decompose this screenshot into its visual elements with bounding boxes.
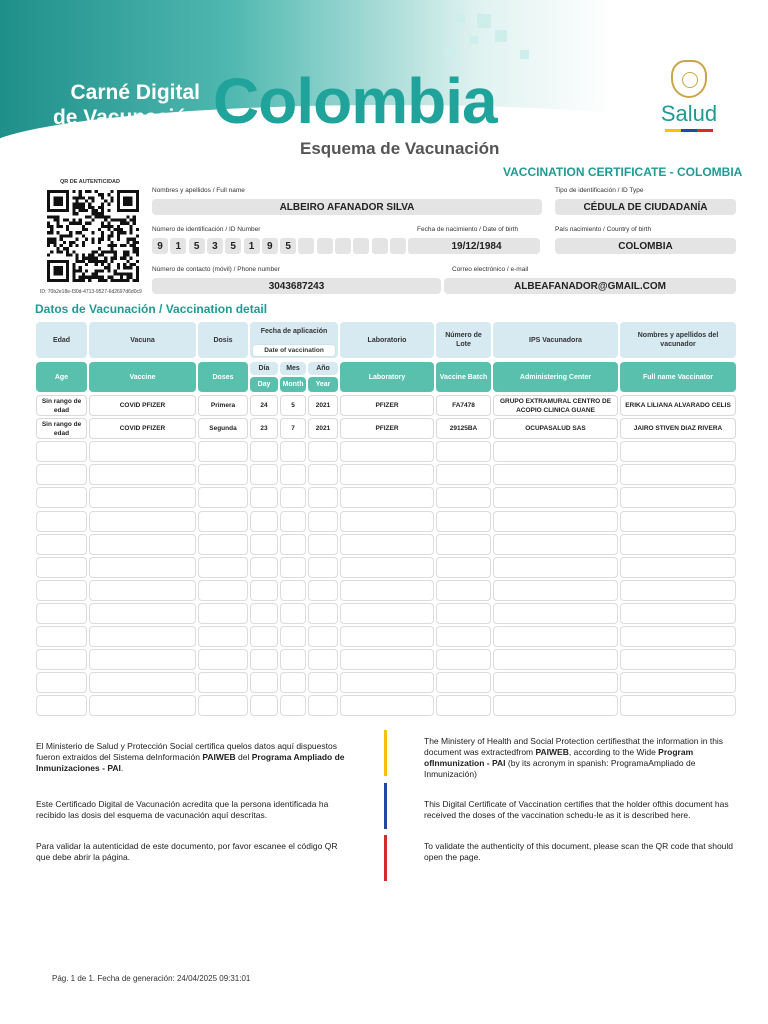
empty-cell — [89, 441, 196, 462]
id-digit-box: 5 — [225, 238, 241, 254]
empty-cell — [493, 603, 618, 624]
empty-cell — [198, 672, 248, 693]
empty-cell — [89, 534, 196, 555]
empty-cell — [250, 534, 278, 555]
th-fecha: Fecha de aplicación — [250, 322, 338, 358]
name-field: ALBEIRO AFANADOR SILVA — [152, 199, 542, 215]
empty-cell — [36, 672, 87, 693]
statement-es-1: El Ministerio de Salud y Protección Social certifica quelos datos aquí dispuestos fueron extraidos del Sistema deInformación PAIWEB del Programa Ampliado de Inmunizaciones - PAI. — [36, 741, 345, 773]
th-dia: Día — [250, 362, 278, 375]
empty-cell — [436, 464, 491, 485]
empty-cell — [308, 511, 338, 532]
empty-cell — [620, 695, 736, 716]
id-digit-box — [353, 238, 369, 254]
empty-cell — [340, 487, 434, 508]
cell-lab: PFIZER — [340, 395, 434, 416]
empty-cell — [280, 464, 306, 485]
empty-cell — [436, 603, 491, 624]
id-digit-box: 9 — [262, 238, 278, 254]
empty-cell — [620, 511, 736, 532]
th-laboratorio: Laboratorio — [340, 322, 434, 358]
empty-cell — [493, 511, 618, 532]
header-banner — [0, 0, 768, 163]
empty-cell — [89, 672, 196, 693]
certificate-title: VACCINATION CERTIFICATE - COLOMBIA — [503, 165, 743, 179]
empty-cell — [308, 649, 338, 670]
statement-en-2: This Digital Certificate of Vaccination certifies that the holder ofthis document has received the doses of the vaccination schedu-le as it is described here. — [424, 799, 729, 820]
cell-year: 2021 — [308, 395, 338, 416]
empty-cell — [308, 603, 338, 624]
statement-en-1: The Ministery of Health and Social Protection certifiesthat the information in this document was extractedfrom PAIWEB, according to the Wide Program ofInmunization - PAI (by its acronym in spanish: ProgramaAmpliado de Inmunización) — [424, 736, 724, 779]
id-digit-box: 1 — [170, 238, 186, 254]
empty-cell — [198, 441, 248, 462]
empty-cell — [436, 626, 491, 647]
empty-cell — [620, 487, 736, 508]
th-laboratory: Laboratory — [340, 362, 434, 392]
empty-cell — [89, 464, 196, 485]
id-digit-box — [317, 238, 333, 254]
empty-cell — [36, 649, 87, 670]
empty-cell — [36, 464, 87, 485]
empty-cell — [198, 649, 248, 670]
empty-cell — [89, 580, 196, 601]
th-vacunador: Nombres y apellidos del vacunador — [620, 322, 736, 358]
empty-cell — [280, 626, 306, 647]
dob-field: 19/12/1984 — [413, 238, 540, 254]
empty-cell — [308, 626, 338, 647]
empty-cell — [280, 649, 306, 670]
empty-cell — [340, 672, 434, 693]
empty-cell — [436, 580, 491, 601]
empty-cell — [198, 557, 248, 578]
empty-cell — [280, 487, 306, 508]
empty-cell — [280, 672, 306, 693]
cell-dose: Primera — [198, 395, 248, 416]
empty-cell — [340, 580, 434, 601]
divider-blue — [384, 783, 387, 829]
idtype-field: CÉDULA DE CIUDADANÍA — [555, 199, 736, 215]
empty-cell — [436, 557, 491, 578]
empty-cell — [250, 603, 278, 624]
empty-cell — [308, 487, 338, 508]
th-mes: Mes — [280, 362, 306, 375]
id-digit-box — [335, 238, 351, 254]
page-footer: Pág. 1 de 1. Fecha de generación: 24/04/2025 09:31:01 — [52, 974, 251, 983]
th-batch: Vaccine Batch — [436, 362, 491, 392]
empty-cell — [36, 626, 87, 647]
empty-cell — [493, 626, 618, 647]
statement-es-3: Para validar la autenticidad de este documento, por favor escanee el código QR que debe abrir la página. — [36, 841, 338, 862]
cell-year: 2021 — [308, 418, 338, 439]
empty-cell — [493, 487, 618, 508]
idnum-label: Número de identificación / ID Number — [152, 226, 261, 233]
empty-cell — [36, 603, 87, 624]
cell-age: Sin rango de edad — [36, 395, 87, 416]
empty-cell — [493, 695, 618, 716]
empty-cell — [89, 695, 196, 716]
divider-yellow — [384, 730, 387, 776]
th-vaccinator: Full name Vaccinator — [620, 362, 736, 392]
cell-dose: Segunda — [198, 418, 248, 439]
empty-cell — [620, 603, 736, 624]
id-digit-box — [390, 238, 406, 254]
empty-cell — [493, 557, 618, 578]
phone-field: 3043687243 — [152, 278, 441, 294]
empty-cell — [280, 557, 306, 578]
empty-cell — [436, 649, 491, 670]
empty-cell — [280, 603, 306, 624]
empty-cell — [308, 534, 338, 555]
country-label: País nacimiento / Country of birth — [555, 226, 652, 233]
empty-cell — [250, 511, 278, 532]
empty-cell — [436, 511, 491, 532]
empty-cell — [89, 511, 196, 532]
empty-cell — [308, 695, 338, 716]
empty-cell — [36, 557, 87, 578]
empty-cell — [198, 626, 248, 647]
empty-cell — [340, 441, 434, 462]
section-title: Datos de Vacunación / Vaccination detail — [35, 302, 268, 316]
empty-cell — [340, 464, 434, 485]
cell-vaccine: COVID PFIZER — [89, 418, 196, 439]
th-dosis: Dosis — [198, 322, 248, 358]
cell-batch: 29125BA — [436, 418, 491, 439]
th-lote: Número de Lote — [436, 322, 491, 358]
empty-cell — [198, 464, 248, 485]
coat-of-arms-icon — [671, 60, 707, 98]
empty-cell — [198, 603, 248, 624]
cell-vaccinator: ERIKA LILIANA ALVARADO CELIS — [620, 395, 736, 416]
email-field: ALBEAFANADOR@GMAIL.COM — [444, 278, 736, 294]
empty-cell — [250, 649, 278, 670]
ministry-logo: Salud — [657, 60, 721, 132]
phone-label: Número de contacto (móvil) / Phone number — [152, 266, 280, 273]
idtype-label: Tipo de identificación / ID Type — [555, 187, 644, 194]
empty-cell — [198, 534, 248, 555]
empty-cell — [89, 557, 196, 578]
cell-center: GRUPO EXTRAMURAL CENTRO DE ACOPIO CLINICA GUANE — [493, 395, 618, 416]
th-ano: Año — [308, 362, 338, 375]
empty-cell — [340, 511, 434, 532]
empty-cell — [308, 464, 338, 485]
empty-cell — [198, 487, 248, 508]
empty-cell — [620, 672, 736, 693]
cell-lab: PFIZER — [340, 418, 434, 439]
id-digit-box: 9 — [152, 238, 168, 254]
scheme-subtitle: Esquema de Vacunación — [300, 139, 500, 158]
empty-cell — [280, 511, 306, 532]
empty-cell — [340, 695, 434, 716]
empty-cell — [620, 534, 736, 555]
empty-cell — [493, 580, 618, 601]
empty-cell — [436, 695, 491, 716]
empty-cell — [620, 580, 736, 601]
cell-vaccinator: JAIRO STIVEN DIAZ RIVERA — [620, 418, 736, 439]
th-doses: Doses — [198, 362, 248, 392]
empty-cell — [250, 580, 278, 601]
th-age: Age — [36, 362, 87, 392]
cell-month: 7 — [280, 418, 306, 439]
id-digit-box — [372, 238, 388, 254]
th-year: Year — [308, 377, 338, 392]
empty-cell — [436, 441, 491, 462]
th-vaccine: Vaccine — [89, 362, 196, 392]
th-center: Administering Center — [493, 362, 618, 392]
empty-cell — [493, 464, 618, 485]
empty-cell — [340, 649, 434, 670]
empty-cell — [36, 487, 87, 508]
empty-cell — [493, 441, 618, 462]
email-label: Correo electrónico / e-mail — [452, 266, 529, 273]
divider-red — [384, 835, 387, 881]
empty-cell — [308, 557, 338, 578]
empty-cell — [250, 441, 278, 462]
empty-cell — [280, 441, 306, 462]
empty-cell — [493, 672, 618, 693]
empty-cell — [308, 672, 338, 693]
qr-id: ID: 70b2e18e-f30d-4713-9527-6d2697d6d0c9 — [40, 289, 142, 295]
th-fecha-sub: Date of vaccination — [252, 344, 336, 357]
empty-cell — [89, 487, 196, 508]
empty-cell — [308, 441, 338, 462]
country-field: COLOMBIA — [555, 238, 736, 254]
empty-cell — [250, 672, 278, 693]
id-digit-box: 5 — [189, 238, 205, 254]
empty-cell — [493, 534, 618, 555]
empty-cell — [36, 441, 87, 462]
empty-cell — [198, 511, 248, 532]
empty-cell — [280, 534, 306, 555]
empty-cell — [89, 649, 196, 670]
carne-title: Carné Digital de Vacunación — [52, 81, 200, 129]
empty-cell — [340, 603, 434, 624]
empty-cell — [436, 534, 491, 555]
cell-day: 23 — [250, 418, 278, 439]
empty-cell — [280, 580, 306, 601]
empty-cell — [620, 441, 736, 462]
statement-es-2: Este Certificado Digital de Vacunación acredita que la persona identificada ha recibido las dosis del esquema de vacunación aquí descritas. — [36, 799, 329, 820]
empty-cell — [36, 511, 87, 532]
empty-cell — [250, 464, 278, 485]
empty-cell — [620, 557, 736, 578]
country-wordmark: Colombia — [213, 65, 497, 137]
name-label: Nombres y apellidos / Full name — [152, 187, 245, 194]
qr-label: QR DE AUTENTICIDAD — [60, 179, 120, 185]
empty-cell — [250, 557, 278, 578]
id-digit-box — [298, 238, 314, 254]
empty-cell — [620, 626, 736, 647]
empty-cell — [620, 649, 736, 670]
th-edad: Edad — [36, 322, 87, 358]
id-digit-box: 3 — [207, 238, 223, 254]
empty-cell — [436, 672, 491, 693]
empty-cell — [89, 626, 196, 647]
empty-cell — [340, 626, 434, 647]
empty-cell — [198, 580, 248, 601]
empty-cell — [36, 580, 87, 601]
empty-cell — [89, 603, 196, 624]
qr-code-icon[interactable] — [47, 190, 139, 282]
th-ips: IPS Vacunadora — [493, 322, 618, 358]
cell-age: Sin rango de edad — [36, 418, 87, 439]
th-vacuna: Vacuna — [89, 322, 196, 358]
empty-cell — [250, 487, 278, 508]
statement-en-3: To validate the authenticity of this document, please scan the QR code that should open the page. — [424, 841, 734, 862]
cell-batch: FA7478 — [436, 395, 491, 416]
cell-day: 24 — [250, 395, 278, 416]
empty-cell — [620, 464, 736, 485]
cell-month: 5 — [280, 395, 306, 416]
th-month: Month — [280, 377, 306, 392]
cell-center: OCUPASALUD SAS — [493, 418, 618, 439]
empty-cell — [280, 695, 306, 716]
empty-cell — [36, 534, 87, 555]
empty-cell — [250, 626, 278, 647]
empty-cell — [250, 695, 278, 716]
dob-label: Fecha de nacimiento / Date of birth — [417, 226, 519, 233]
empty-cell — [436, 487, 491, 508]
id-digit-box: 1 — [244, 238, 260, 254]
empty-cell — [198, 695, 248, 716]
empty-cell — [36, 695, 87, 716]
th-day: Day — [250, 377, 278, 392]
empty-cell — [340, 557, 434, 578]
empty-cell — [308, 580, 338, 601]
empty-cell — [340, 534, 434, 555]
cell-vaccine: COVID PFIZER — [89, 395, 196, 416]
empty-cell — [493, 649, 618, 670]
id-digit-box: 5 — [280, 238, 296, 254]
